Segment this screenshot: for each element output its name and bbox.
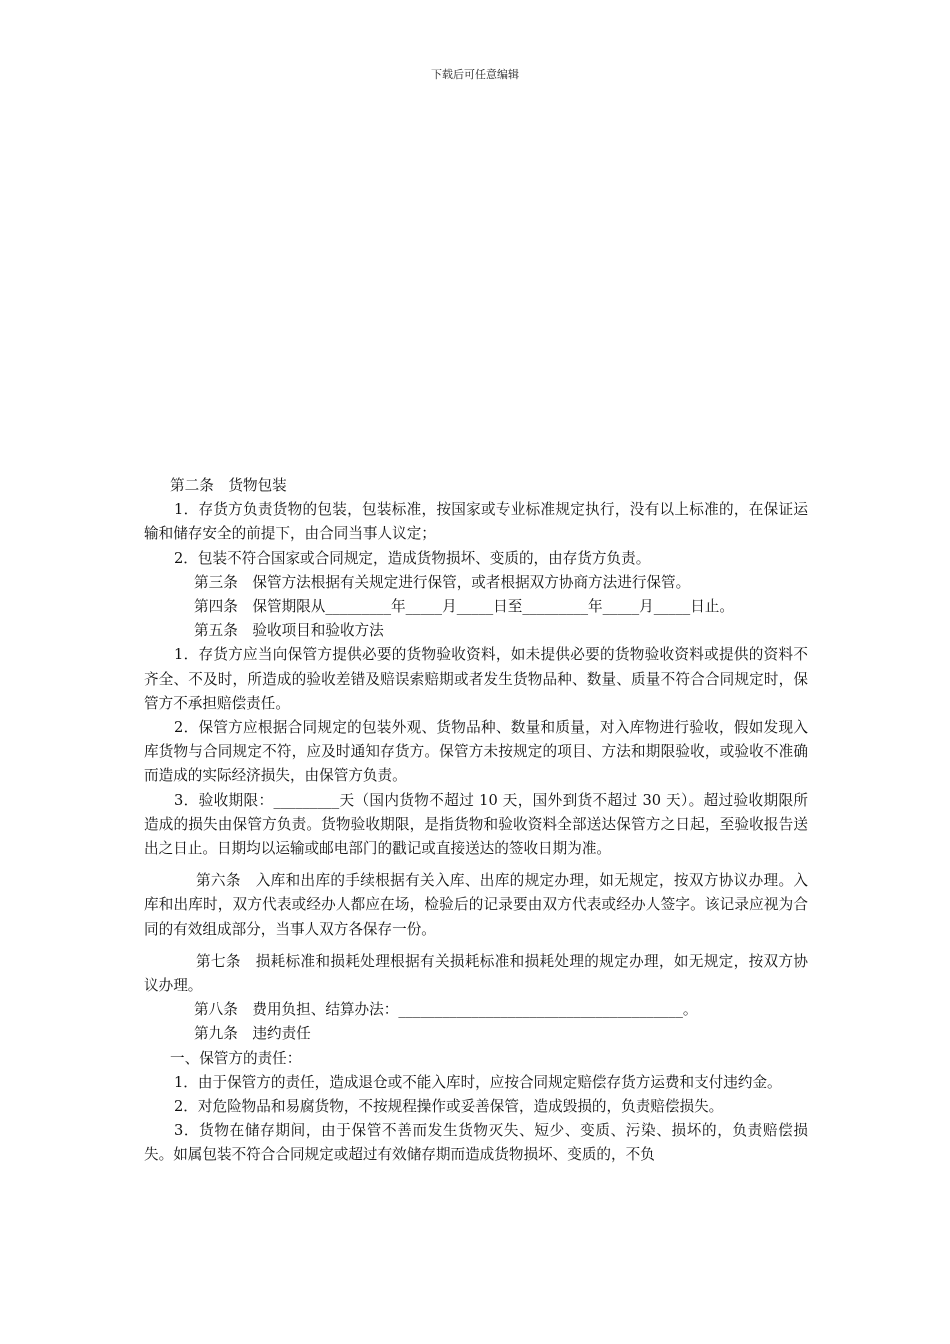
paragraph-article-5-title: 第五条 验收项目和验收方法 — [194, 622, 384, 640]
paragraph-article-5-item-1: 1．存货方应当向保管方提供必要的货物验收资料，如未提供必要的货物验收资料或提供的资料不齐全、不及时，所造成的验收差错及赔误索赔期或者发生货物品种、数量、质量不符合合同规定时，保管方不承担赔偿责任。 — [144, 646, 808, 712]
paragraph-article-3: 第三条 保管方法根据有关规定进行保管，或者根据双方协商方法进行保管。 — [194, 573, 691, 591]
paragraph-liability-item-2: 2．对危险物品和易腐货物，不按规程操作或妥善保管，造成毁损的，负责赔偿损失。 — [174, 1098, 724, 1116]
paragraph-liability-item-3: 3．货物在储存期间，由于保管不善而发生货物灭失、短少、变质、污染、损坏的，负责赔偿损失。如属包装不符合合同规定或超过有效储存期而造成货物损坏、变质的，不负 — [144, 1122, 808, 1164]
paragraph-article-6: 第六条 入库和出库的手续根据有关入库、出库的规定办理，如无规定，按双方协议办理。入库和出库时，双方代表或经办人都应在场，检验后的记录要由双方代表或经办人签字。该记录应视为合同的有效组成部分，当事人双方各保存一份。 — [144, 872, 808, 938]
document-body — [144, 474, 808, 1168]
paragraph-article-5-item-2: 2．保管方应根据合同规定的包装外观、货物品种、数量和质量，对入库物进行验收，假如发现入库货物与合同规定不符，应及时通知存货方。保管方未按规定的项目、方法和期限验收，或验收不准确而造成的实际经济损失，由保管方负责。 — [144, 719, 808, 785]
paragraph-article-8: 第八条 费用负担、结算办法：_______________________________________。 — [194, 1001, 698, 1019]
paragraph-article-2-item-2: 2．包装不符合国家或合同规定，造成货物损坏、变质的，由存货方负责。 — [174, 549, 651, 567]
paragraph-article-2-title: 第二条 货物包装 — [170, 477, 287, 494]
paragraph-article-9-title: 第九条 违约责任 — [194, 1025, 311, 1043]
paragraph-custodian-liability: 一、保管方的责任： — [170, 1049, 302, 1067]
paragraph-article-7: 第七条 损耗标准和损耗处理根据有关损耗标准和损耗处理的规定办理，如无规定，按双方协议办理。 — [144, 952, 808, 995]
paragraph-article-5-item-3: 3．验收期限：_________天（国内货物不超过 10 天，国外到货不超过 30 天）。超过验收期限所造成的损失由保管方负责。货物验收期限，是指货物和验收资料全部送达保管方之日起，至验收报告送出之日止。日期均以运输或邮电部门的戳记或直接送达的签收日期为准。 — [144, 791, 808, 858]
paragraph-article-4: 第四条 保管期限从_________年_____月_____日至_________年_____月_____日止。 — [194, 598, 734, 616]
paragraph-liability-item-1: 1．由于保管方的责任，造成退仓或不能入库时，应按合同规定赔偿存货方运费和支付违约金。 — [174, 1073, 782, 1091]
page-header: 下载后可任意编辑 — [431, 68, 519, 81]
paragraph-article-2-item-1: 1．存货方负责货物的包装，包装标准，按国家或专业标准规定执行，没有以上标准的，在保证运输和储存安全的前提下，由合同当事人议定； — [144, 501, 808, 543]
